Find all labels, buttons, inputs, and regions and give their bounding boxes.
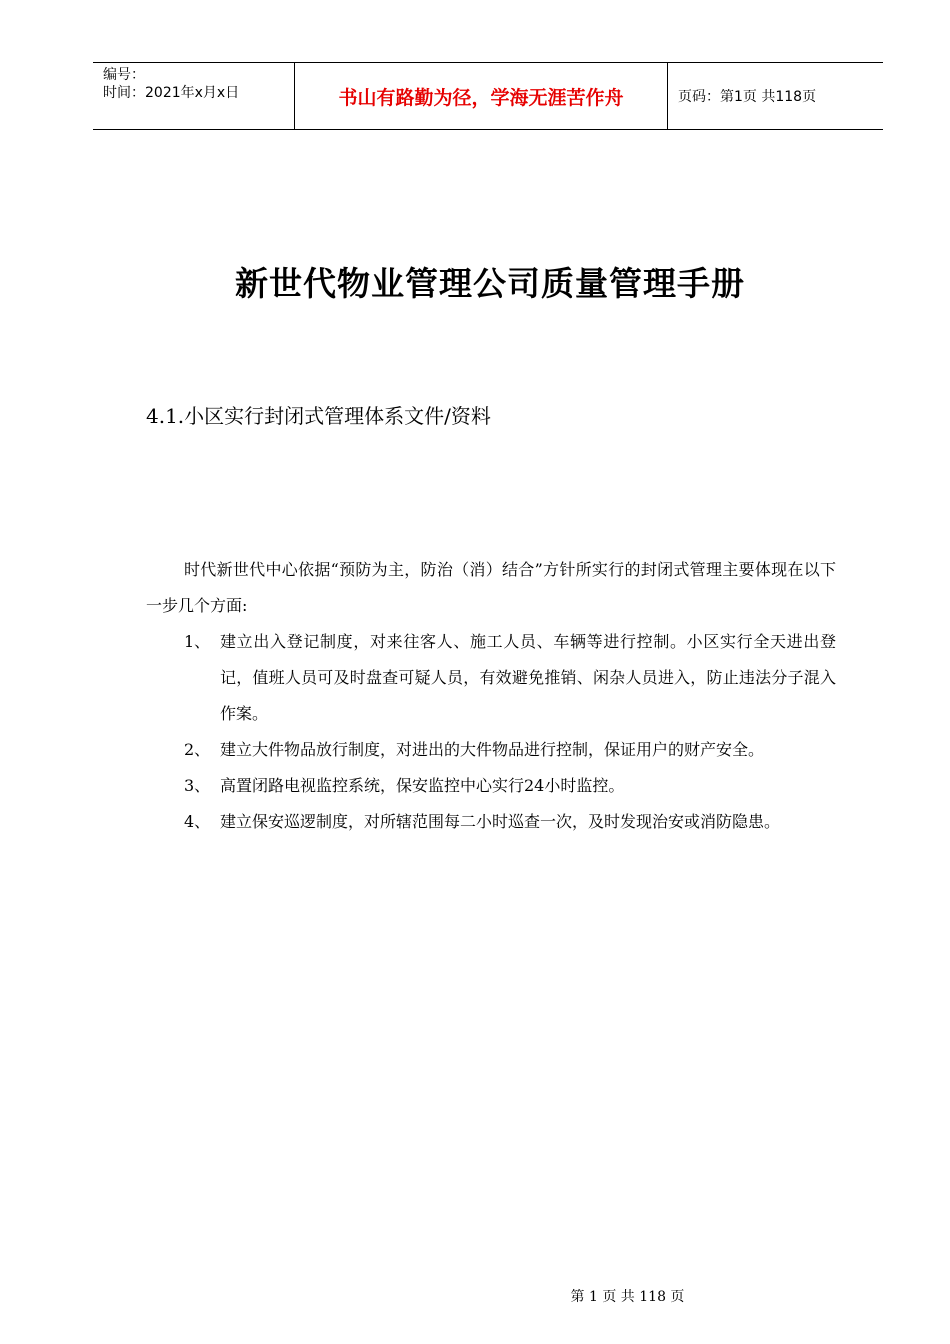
list-item-number: 3、: [184, 776, 211, 795]
page-header: [93, 62, 883, 130]
intro-paragraph: 时代新世代中心依据“预防为主，防治（消）结合”方针所实行的封闭式管理主要体现在以下一步几个方面:: [146, 560, 836, 615]
header-number-label: 编号：: [103, 67, 145, 83]
list-item: [146, 624, 836, 732]
header-date-label: 时间：2021年x月x日: [103, 85, 240, 101]
footer-page-number: 第 1 页 共 118 页: [570, 1289, 685, 1305]
header-page-label: 页码：第1页 共118页: [678, 89, 817, 105]
list-item: [146, 804, 836, 840]
section-heading: 4.1.小区实行封闭式管理体系文件/资料: [146, 404, 491, 428]
document-body: [146, 552, 836, 840]
list-item: [146, 768, 836, 804]
list-item-number: 4、: [184, 812, 211, 831]
list-item-number: 1、: [184, 632, 211, 651]
document-title: 新世代物业管理公司质量管理手册: [235, 264, 745, 303]
list-item-number: 2、: [184, 740, 211, 759]
header-meta: [93, 63, 295, 129]
list-item-text: 建立保安巡逻制度，对所辖范围每二小时巡查一次，及时发现治安或消防隐患。: [220, 812, 781, 831]
page-footer: [0, 1286, 950, 1306]
list-item: [146, 732, 836, 768]
header-motto: 书山有路勤为径，学海无涯苦作舟: [295, 63, 668, 129]
list-item-text: 建立大件物品放行制度，对进出的大件物品进行控制，保证用户的财产安全。: [220, 740, 765, 759]
list-item-text: 高置闭路电视监控系统，保安监控中心实行24小时监控。: [220, 776, 625, 795]
list-item-text: 建立出入登记制度，对来往客人、施工人员、车辆等进行控制。小区实行全天进出登记，值班人员可及时盘查可疑人员，有效避免推销、闲杂人员进入，防止违法分子混入作案。: [220, 632, 836, 723]
